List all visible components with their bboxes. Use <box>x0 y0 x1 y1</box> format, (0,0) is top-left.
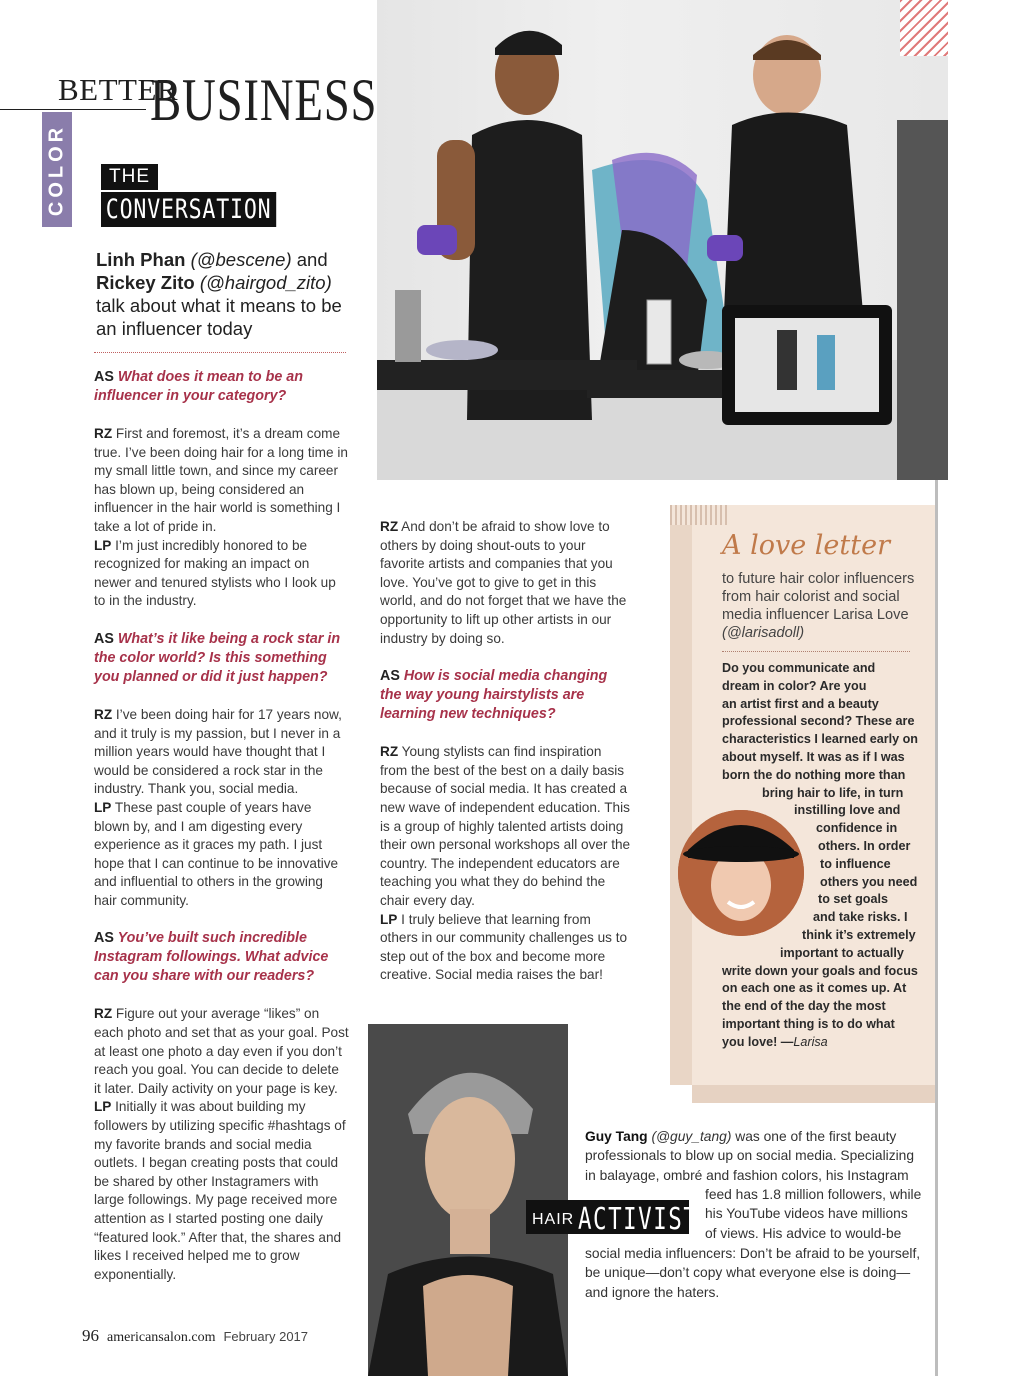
paragraph-text: First and foremost, it’s a dream come true. I’ve been doing hair for a long time in my small little town, and since my career has blown up, being considered an influencer in the hair world is something I take a lot of pride in. <box>94 426 348 534</box>
paragraph-text: Figure out your average “likes” on each photo and set that as your goal. Post at least one photo a day even if you don’t reach you goal. You can decide to delete it later. Daily activity on your page is key. <box>94 1006 349 1096</box>
sidebar-line-text: on each one as it comes up. At <box>722 981 907 996</box>
answer-paragraph <box>94 537 349 611</box>
paragraph-gap <box>380 648 632 667</box>
footer-date: February 2017 <box>223 1329 309 1344</box>
sidebar-line <box>722 713 922 731</box>
page-number: 96 <box>82 1326 99 1345</box>
sidebar-line <box>722 696 922 714</box>
answer-paragraph <box>94 706 349 799</box>
paragraph-gap <box>94 986 349 1005</box>
paragraph-text: How is social media changing the way young hairstylists are learning new techniques? <box>380 668 608 723</box>
sidebar-line-text: important thing is to do what <box>722 1016 895 1031</box>
question-paragraph <box>94 929 349 986</box>
sidebar-line-text: and take risks. I <box>813 910 908 925</box>
intro-and: and <box>291 249 328 270</box>
sidebar-line <box>722 731 922 749</box>
speaker-initials: RZ <box>94 426 113 441</box>
sidebar-line <box>722 767 922 785</box>
page-footer <box>82 1326 308 1346</box>
paragraph-gap <box>380 724 632 743</box>
answer-paragraph <box>94 1005 349 1098</box>
paragraph-text: I’ve been doing hair for 17 years now, and it truly is my passion, but I never in a million years would have thought that I would be considered a rock star in the industry. Thank you, social media. <box>94 706 342 797</box>
sidebar-line <box>722 980 922 998</box>
article-column-2 <box>380 518 632 985</box>
guy-line-6: social media influencers: Don’t be afraid to be yourself, <box>585 1246 921 1261</box>
larisa-photo <box>678 810 804 936</box>
speaker-initials: RZ <box>380 519 399 534</box>
sidebar-line-text: to influence <box>820 856 891 871</box>
sidebar-footer-band <box>692 1085 936 1103</box>
hair-activist-activist: ACTIVIST <box>578 1202 699 1237</box>
paragraph-text: These past couple of years have blown by, and I am digesting every experience as it graces my path. I just hope that I can continue to be innovative and influential to others in the growing hair community. <box>94 799 339 908</box>
sidebar-line-text: an artist first and a beauty <box>722 696 879 711</box>
section-tab <box>42 112 72 227</box>
sidebar-line <box>722 785 922 803</box>
tag-the: THE <box>101 164 158 190</box>
sidebar-subtitle <box>722 570 922 642</box>
speaker-initials: RZ <box>94 706 113 722</box>
sidebar-line-text: others. In order <box>818 838 911 853</box>
article-column-1 <box>94 368 349 1284</box>
speaker-initials: LP <box>94 799 112 815</box>
sidebar-line <box>722 749 922 767</box>
sidebar-line <box>722 678 922 696</box>
guy-tang-text-top <box>585 1127 925 1185</box>
guy-line-7: be unique—don’t copy what everyone else is doing— <box>585 1265 911 1281</box>
paragraph-text: And don’t be afraid to show love to others by doing shout-outs to your favorite artists and companies that you love. You’ve got to give to get in this world, and do not forget that we have the opportunity to lift up other artists in our industry by doing so. <box>380 519 627 646</box>
speaker-initials: LP <box>94 537 112 553</box>
sidebar-line-text: bring hair to life, in turn <box>762 785 904 800</box>
paragraph-gap <box>94 406 349 425</box>
question-paragraph <box>94 630 349 687</box>
guy-handle: (@guy_tang) <box>651 1129 732 1144</box>
guy-line-4: his YouTube videos have millions <box>705 1206 908 1222</box>
answer-paragraph <box>380 911 632 985</box>
intro-divider <box>94 352 346 353</box>
guy-tang-text-end <box>585 1244 930 1302</box>
speaker-initials: RZ <box>380 744 399 760</box>
question-paragraph <box>94 368 349 406</box>
intro-name-1: Linh Phan <box>96 249 186 270</box>
answer-paragraph <box>380 743 632 910</box>
answer-paragraph <box>94 799 349 911</box>
guy-line-8: and ignore the haters. <box>585 1284 720 1300</box>
answer-paragraph <box>94 425 349 537</box>
paragraph-gap <box>94 687 349 706</box>
sidebar-line-text: to set goals <box>818 892 888 907</box>
speaker-initials: AS <box>94 369 114 385</box>
sidebar-handle: (@larisadoll) <box>722 625 805 641</box>
paragraph-text: I’m just incredibly honored to be recognized for making an impact on newer and tenured stylists who I look up to in the industry. <box>94 537 336 609</box>
sidebar-pattern <box>670 505 730 525</box>
footer-site: americansalon.com <box>107 1330 216 1345</box>
larisa-photo-art <box>678 810 804 936</box>
guy-tang-text-mid <box>705 1185 930 1243</box>
header-better: BETTER <box>58 72 179 107</box>
sidebar-subtitle-text: to future hair color influencers from hair colorist and social media influencer Larisa Love <box>722 571 915 623</box>
sidebar-line-text: about myself. It was as if I was <box>722 749 905 764</box>
sidebar-line <box>722 1034 922 1052</box>
salon-photo <box>377 0 948 480</box>
section-label: COLOR <box>45 123 68 216</box>
sidebar-line <box>722 945 922 963</box>
sidebar-line-text: confidence in <box>816 821 898 836</box>
hair-activist-hair: HAIR <box>532 1210 575 1228</box>
sidebar-line-text: you love! — <box>722 1034 794 1049</box>
answer-paragraph <box>380 518 632 648</box>
speaker-initials: LP <box>380 911 398 927</box>
guy-line-5: of views. His advice to would-be <box>705 1225 902 1241</box>
speaker-initials: RZ <box>94 1006 113 1022</box>
page-edge-line <box>935 480 938 1376</box>
decorative-stripes <box>900 0 948 56</box>
sidebar-line-text: Do you communicate and <box>722 661 876 675</box>
intro-handle-2: (@hairgod_zito) <box>199 272 332 293</box>
guy-name: Guy Tang <box>585 1129 648 1144</box>
sidebar-line-text: others you need <box>820 874 918 889</box>
sidebar-line-text: write down your goals and focus <box>722 963 918 978</box>
guy-line-1: professionals to blow up on social media. Specializing <box>585 1148 915 1164</box>
sidebar-line-text: characteristics I learned early on <box>722 732 919 747</box>
sidebar-line <box>722 660 922 678</box>
header-rule <box>0 109 146 110</box>
paragraph-text: I truly believe that learning from others in our community challenges us to step out of the box and become more creative. Social media raises the bar! <box>380 911 628 983</box>
question-paragraph <box>380 667 632 724</box>
header-business: BUSINESS <box>150 67 378 133</box>
sidebar-line <box>722 1016 922 1034</box>
intro-name-2: Rickey Zito <box>96 272 195 293</box>
sidebar-line-text: professional second? These are <box>722 714 915 729</box>
paragraph-gap <box>94 910 349 929</box>
sidebar-edge <box>670 505 692 1085</box>
paragraph-text: Young stylists can find inspiration from the best of the best on a daily basis because of social media. It has created a new wave of independent education. This is a group of highly talented artists doing their own personal workshops all over the country. The independent educators are teaching you what they do behind the chair every day. <box>380 744 631 908</box>
guy-line-2: in balayage, ombré and fashion colors, his Instagram <box>585 1167 909 1183</box>
sidebar-signature: Larisa <box>793 1034 828 1049</box>
tag-conversation: CONVERSATION <box>101 192 276 227</box>
sidebar-line-text: the end of the day the most <box>722 999 886 1014</box>
intro-handle-1: (@bescene) <box>190 249 292 270</box>
paragraph-text: What’s it like being a rock star in the color world? Is this something you planned or did it just happen? <box>94 630 341 685</box>
sidebar-line <box>722 963 922 981</box>
speaker-initials: AS <box>380 668 400 685</box>
sidebar-line <box>722 998 922 1016</box>
answer-paragraph <box>94 1098 349 1284</box>
sidebar-line-text: dream in color? Are you <box>722 678 867 693</box>
speaker-initials: AS <box>94 630 114 647</box>
sidebar-line-text: born the do nothing more than <box>722 767 906 782</box>
sidebar-line-text: important to actually <box>780 945 904 960</box>
guy-line-3: feed has 1.8 million followers, while <box>705 1187 922 1202</box>
paragraph-text: Initially it was about building my followers by utilizing specific #hashtags of my favorite brands and social media outlets. I began creating posts that could be shared by other Instagramers with large followings. My page received more attention as I started posting one daily “featured look.” After that, the shares and likes I received helped me to grow exponentially. <box>94 1099 346 1282</box>
guy-line-0: was one of the first beauty <box>735 1129 897 1144</box>
intro-deck <box>96 248 356 340</box>
paragraph-text: What does it mean to be an influencer in your category? <box>94 369 303 404</box>
speaker-initials: LP <box>94 1099 112 1115</box>
paragraph-text: You’ve built such incredible Instagram followings. What advice can you share with our readers? <box>94 930 329 985</box>
speaker-initials: AS <box>94 930 114 947</box>
salon-photo-art <box>377 0 948 480</box>
sidebar-title: A love letter <box>722 530 890 561</box>
paragraph-gap <box>94 611 349 630</box>
sidebar-line-text: think it’s extremely <box>802 927 916 942</box>
sidebar-divider <box>722 651 910 652</box>
intro-rest: talk about what it means to be an influencer today <box>96 295 342 339</box>
sidebar-line-text: instilling love and <box>794 803 901 818</box>
